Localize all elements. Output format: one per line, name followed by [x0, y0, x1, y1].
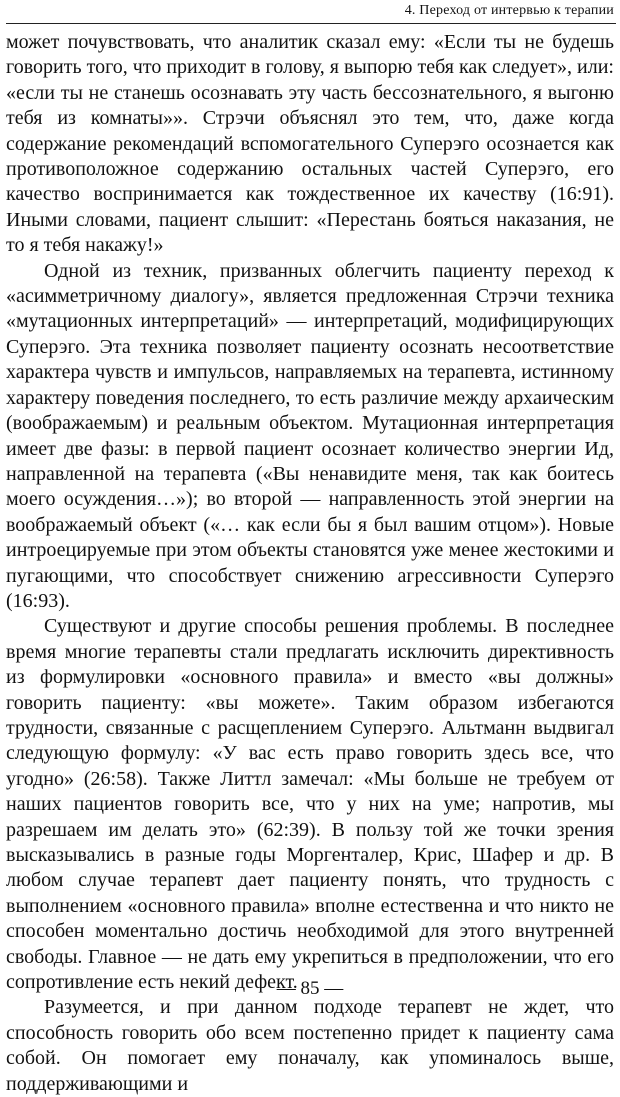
body-text	[6, 30, 614, 1097]
paragraph-continued: может почувствовать, что аналитик сказал ему: «Если ты не будешь говорить того, что приходит в голову, я выпорю тебя как следует», или: «если ты не станешь осознавать эту часть бессознательного, я выгоню тебя из комнаты»». Стрэчи объяснял это тем, что, даже когда содержание рекомендаций вспомогательного Суперэго осознается как противоположное содержанию остальных частей Суперэго, его качество воспринимается как тождественное их качеству (16:91). Иными словами, пациент слышит: «Перестань бояться наказания, не то я тебя накажу!»	[6, 31, 614, 257]
page-number: — 85 —	[276, 978, 344, 999]
paragraph-other-methods: Существуют и другие способы решения проблемы. В последнее время многие терапевты стали предлагать исключить директивность из формулировки «основного правила» и вместо «вы должны» говорить пациенту: «вы можете». Таким образом избегаются трудности, связанные с расщеплением Суперэго. Альтманн выдвигал следующую формулу: «У вас есть право говорить здесь все, что угодно» (26:58). Также Литтл замечал: «Мы больше не требуем от наших пациентов говорить все, что у них на уме; напротив, мы разрешаем им делать это» (62:39). В пользу той же точки зрения высказывались в разные годы Моргенталер, Крис, Шафер и др. В любом случае терапевт дает пациенту понять, что трудность с выполнением «основного правила» вполне естественна и что никто не способен моментально достичь необходимой для этого внутренней свободы. Главное — не дать ему укрепиться в предположении, что его сопротивление есть некий дефект.	[6, 615, 614, 994]
paragraph-mutational-interpretations: Одной из техник, призванных облегчить пациенту переход к «асимметричному диалогу», является предложенная Стрэчи техника «мутационных интерпретаций» — интерпретаций, модифицирующих Суперэго. Эта техника позволяет пациенту осознать несоответствие характера чувств и импульсов, направляемых на терапевта, истинному характеру поведения последнего, то есть различие между архаическим (воображаемым) и реальным объектом. Мутационная интерпретация имеет две фазы: в первой пациент осознает количество энергии Ид, направленной на терапевта («Вы ненавидите меня, так как боитесь моего осуждения…»); во второй — направленность этой энергии на воображаемый объект («… как если бы я был вашим отцом»). Новые интроецируемые при этом объекты становятся уже менее жестокими и пугающими, что способствует снижению агрессивности Суперэго (16:93).	[6, 259, 614, 612]
running-head: 4. Переход от интервью к терапии	[404, 3, 614, 18]
header-rule	[6, 23, 616, 24]
paragraph-of-course: Разумеется, и при данном подходе терапевт не ждет, что способность говорить обо всем постепенно придет к пациенту сама собой. Он помогает ему поначалу, как упоминалось выше, поддерживающими и	[6, 996, 614, 1095]
